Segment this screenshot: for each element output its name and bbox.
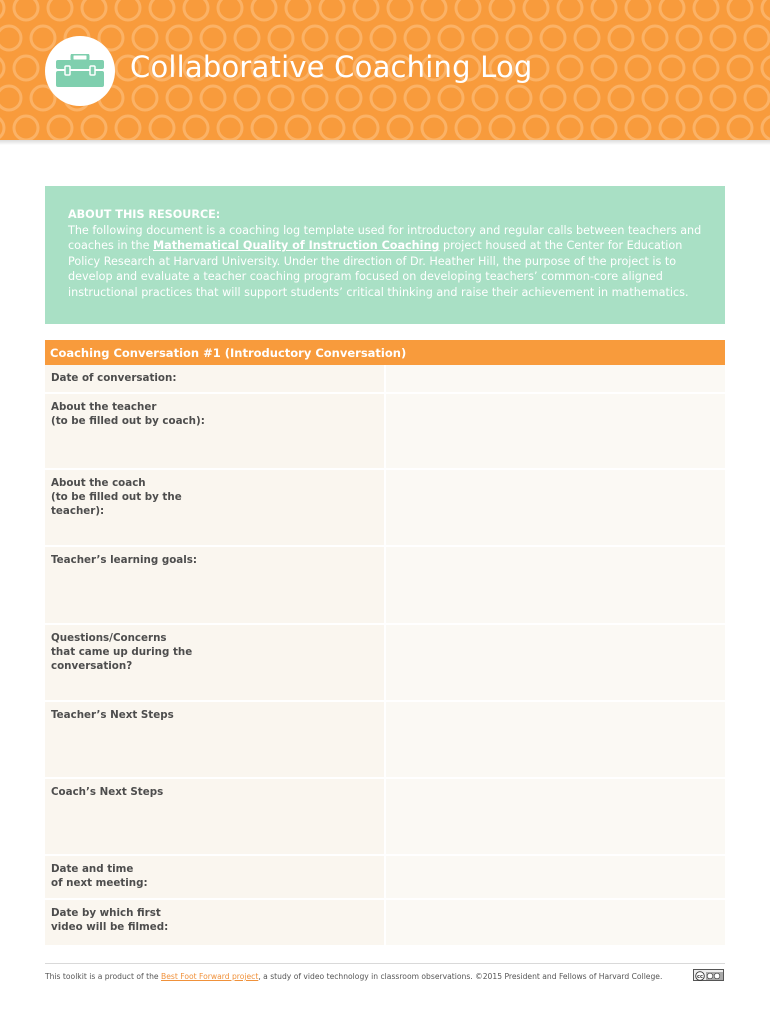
header-pattern-circle [167,86,191,110]
header-pattern-circle [405,86,429,110]
header-pattern-circle [694,116,718,140]
header-pattern-circle [82,116,106,140]
header-pattern-circle [490,0,514,20]
teacher-next-steps-field[interactable] [385,701,725,778]
header-pattern-circle [456,0,480,20]
header-pattern-circle [337,86,361,110]
header-pattern-circle [507,86,531,110]
header-pattern-circle [371,26,395,50]
header-pattern-circle [354,116,378,140]
about-body [68,223,703,301]
header-pattern-circle [711,26,735,50]
table-row [45,469,725,546]
header-pattern-circle [48,0,72,20]
toolbox-icon [56,54,104,88]
row-label-about-teacher: About the teacher (to be filled out by coach): [45,393,385,469]
header-pattern-circle [133,26,157,50]
header-pattern-circle [252,116,276,140]
header-pattern-circle [0,26,21,50]
table-row [45,899,725,946]
table-row [45,778,725,855]
about-coach-field[interactable] [385,469,725,546]
header-pattern-circle [558,116,582,140]
header-pattern-circle [592,0,616,20]
about-teacher-field[interactable] [385,393,725,469]
header-pattern-circle [150,0,174,20]
header-pattern-circle [371,86,395,110]
row-label-questions-concerns: Questions/Concerns that came up during the conversation? [45,624,385,701]
header-pattern-circle [388,116,412,140]
header-pattern-circle [82,0,106,20]
about-resource-box [45,186,725,324]
header-pattern-circle [286,0,310,20]
header-pattern-circle [201,26,225,50]
header-pattern-circle [422,116,446,140]
header-pattern-circle [660,56,684,80]
learning-goals-field[interactable] [385,546,725,624]
table-row [45,624,725,701]
header-pattern-circle [524,0,548,20]
header-pattern-circle [252,0,276,20]
mqi-coaching-link[interactable]: Mathematical Quality of Instruction Coaching [153,239,440,253]
table-row [45,546,725,624]
header-pattern-circle [524,116,548,140]
coach-next-steps-field[interactable] [385,778,725,855]
header-pattern-circle [388,0,412,20]
header-pattern-circle [609,26,633,50]
header-pattern-circle [0,0,4,20]
header-pattern-circle [235,26,259,50]
header-pattern-circle [31,26,55,50]
header-pattern-circle [762,56,770,80]
about-heading: ABOUT THIS RESOURCE: [68,208,221,221]
header-pattern-circle [439,86,463,110]
header-pattern-circle [677,86,701,110]
header-pattern-circle [626,116,650,140]
header-pattern-circle [711,86,735,110]
header-pattern-circle [184,0,208,20]
header-pattern-circle [0,56,4,80]
header-pattern-circle [762,0,770,20]
header-pattern-circle [490,116,514,140]
footer-text [45,972,685,981]
log-table-heading: Coaching Conversation #1 (Introductory Conversation) [45,340,725,365]
header-pattern-circle [643,86,667,110]
header-pattern-circle [541,86,565,110]
header-pattern-circle [269,86,293,110]
header-pattern-circle [303,26,327,50]
header-pattern-circle [133,86,157,110]
header-pattern-circle [609,86,633,110]
row-label-date-of-conversation: Date of conversation: [45,365,385,393]
creative-commons-icon [693,969,724,981]
header-pattern-circle [473,86,497,110]
header-pattern-circle [303,86,327,110]
header-pattern-circle [14,0,38,20]
header-pattern-circle [184,116,208,140]
header-pattern-circle [507,26,531,50]
table-row [45,365,725,393]
header-pattern-circle [167,26,191,50]
table-row [45,393,725,469]
header-pattern-circle [269,26,293,50]
svg-text:cc: cc [697,974,703,980]
header-pattern-circle [762,116,770,140]
header-pattern-circle [286,116,310,140]
header-pattern-circle [694,0,718,20]
footer-divider [45,963,725,964]
header-pattern-circle [558,0,582,20]
header-pattern-circle [48,116,72,140]
header-pattern-circle [337,26,361,50]
header-pattern-circle [745,26,769,50]
header-shadow [0,140,770,145]
header-pattern-circle [218,116,242,140]
header-pattern-circle [422,0,446,20]
header-pattern-circle [558,56,582,80]
header-pattern-circle [626,0,650,20]
row-label-next-meeting: Date and time of next meeting: [45,855,385,899]
row-label-first-video: Date by which first video will be filmed: [45,899,385,946]
header-pattern-circle [626,56,650,80]
about-text-after-link: project housed at the Center for Education Policy Research at Harvard University. Under the direction of Dr. Heather Hill, the purpose of the project is to develop and evaluate a teacher coaching program focused on developing teachers’ common-core aligned instructional practices that will support students’ critical thinking and raise their achievement in mathematics. [68,239,689,299]
date-of-conversation-field[interactable] [385,365,725,393]
footer-text-before-link: This toolkit is a product of the [45,972,161,981]
header-pattern-circle [150,116,174,140]
header-pattern-circle [473,26,497,50]
header-pattern-circle [439,26,463,50]
footer-text-after-link: , a study of video technology in classroom observations. ©2015 President and Fellows of Harvard College. [258,972,663,981]
header-pattern-circle [116,116,140,140]
header-pattern-circle [728,56,752,80]
header-pattern-circle [235,86,259,110]
questions-concerns-field[interactable] [385,624,725,701]
header-pattern-circle [320,116,344,140]
row-label-about-coach: About the coach (to be filled out by the teacher): [45,469,385,546]
header-pattern-circle [592,116,616,140]
header-pattern-circle [660,0,684,20]
table-row [45,855,725,899]
header-pattern-circle [728,116,752,140]
header-pattern-circle [0,86,21,110]
header-pattern-circle [677,26,701,50]
header-pattern-circle [728,0,752,20]
header-pattern-circle [405,26,429,50]
about-text-before-link: The following document is a coaching log template used for introductory and regular calls between teachers and coaches in the [68,223,702,253]
logo-badge [45,36,115,106]
header-pattern-circle [456,116,480,140]
header-pattern-circle [320,0,344,20]
row-label-coach-next-steps: Coach’s Next Steps [45,778,385,855]
header-pattern-circle [218,0,242,20]
page-title: Collaborative Coaching Log [130,50,533,84]
header-pattern-circle [575,86,599,110]
header-pattern-circle [14,116,38,140]
header-pattern-circle [541,26,565,50]
table-row [45,701,725,778]
row-label-learning-goals: Teacher’s learning goals: [45,546,385,624]
header-pattern-circle [201,86,225,110]
first-video-field[interactable] [385,899,725,946]
header-pattern-circle [0,116,4,140]
header-pattern-circle [592,56,616,80]
header-pattern-circle [575,26,599,50]
header-pattern-circle [116,0,140,20]
header-pattern-circle [745,86,769,110]
next-meeting-field[interactable] [385,855,725,899]
header-pattern-circle [14,56,38,80]
header-pattern-circle [660,116,684,140]
header-pattern-circle [694,56,718,80]
best-foot-forward-link[interactable]: Best Foot Forward project [161,972,259,981]
row-label-teacher-next-steps: Teacher’s Next Steps [45,701,385,778]
coaching-log-table [45,340,725,947]
header-pattern-circle [354,0,378,20]
header-pattern-circle [643,26,667,50]
